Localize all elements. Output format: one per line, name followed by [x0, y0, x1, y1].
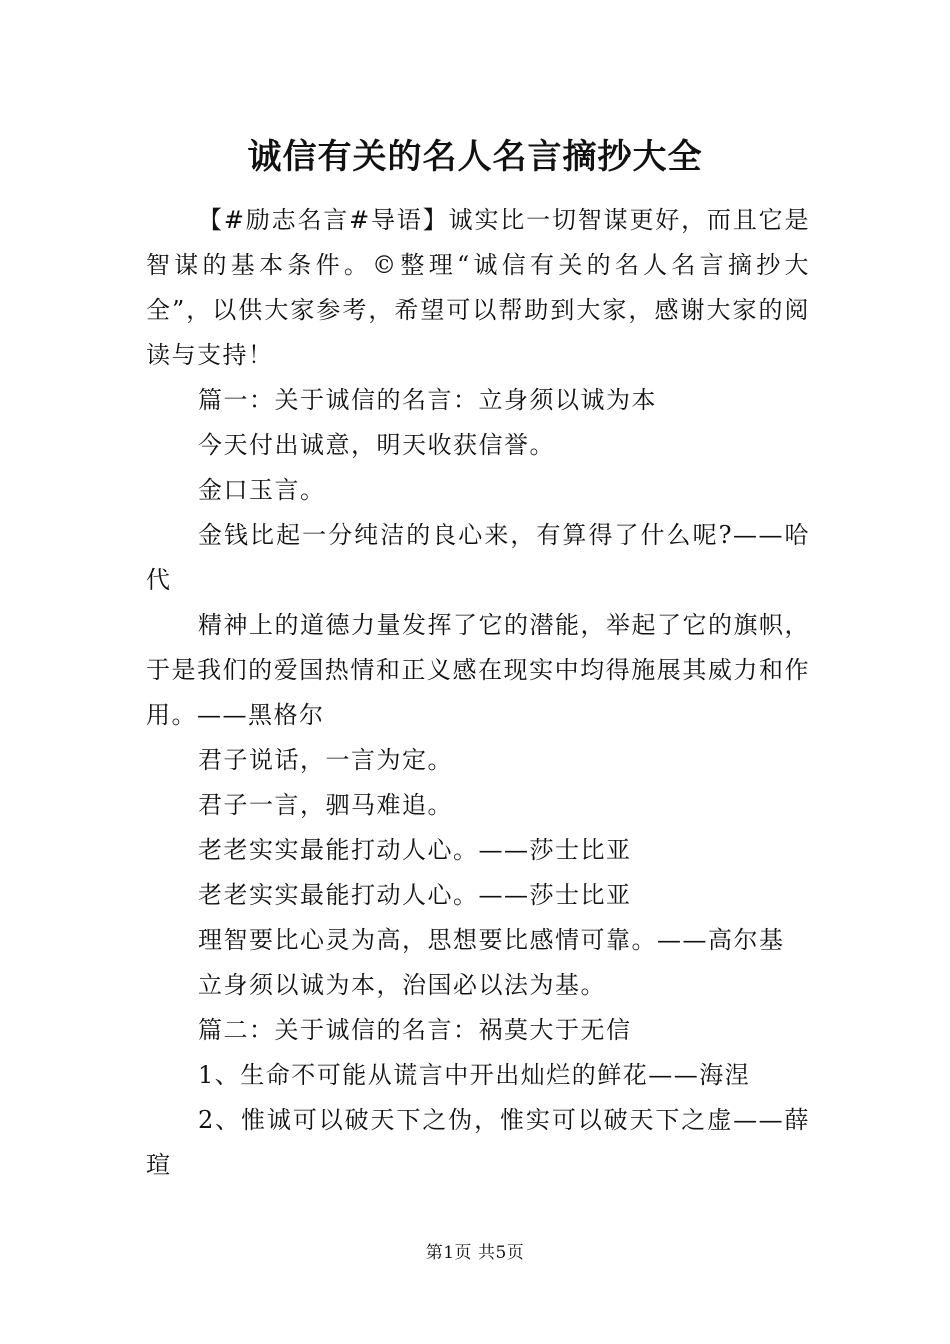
quote-paragraph: 立身须以诚为本，治国必以法为基。: [198, 971, 606, 999]
intro-paragraph: 【#励志名言#导语】诚实比一切智谋更好，而且它是智谋的基本条件。©整理“诚信有关的名人名言摘抄大全”，以供大家参考，希望可以帮助到大家，感谢大家的阅读与支持！: [146, 206, 810, 369]
page-footer: 第1页 共5页: [425, 1243, 525, 1263]
quote-paragraph: 今天付出诚意，明天收获信誉。: [198, 431, 555, 459]
quote-paragraph: 老老实实最能打动人心。——莎士比亚: [198, 881, 632, 909]
section-heading-2: 篇二：关于诚信的名言：祸莫大于无信: [198, 1016, 632, 1044]
quote-paragraph: 君子说话，一言为定。: [198, 746, 453, 774]
quote-paragraph: 精神上的道德力量发挥了它的潜能，举起了它的旗帜，于是我们的爱国热情和正义感在现实中均得施展其威力和作用。——黑格尔: [146, 611, 810, 729]
section-heading-1: 篇一：关于诚信的名言：立身须以诚为本: [198, 386, 657, 414]
quote-paragraph: 1、生命不可能从谎言中开出灿烂的鲜花——海涅: [198, 1061, 751, 1089]
quote-paragraph: 老老实实最能打动人心。——莎士比亚: [198, 836, 632, 864]
quote-paragraph: 君子一言，驷马难追。: [198, 791, 453, 819]
quote-paragraph: 金口玉言。: [198, 476, 326, 504]
quote-paragraph: 2、惟诚可以破天下之伪，惟实可以破天下之虚——薛瑄: [146, 1106, 810, 1179]
quote-paragraph: 金钱比起一分纯洁的良心来，有算得了什么呢?——哈代: [146, 521, 810, 594]
document-title: 诚信有关的名人名言摘抄大全: [247, 137, 703, 177]
quote-paragraph: 理智要比心灵为高，思想要比感情可靠。——高尔基: [198, 926, 785, 954]
document-body: [146, 198, 810, 1188]
